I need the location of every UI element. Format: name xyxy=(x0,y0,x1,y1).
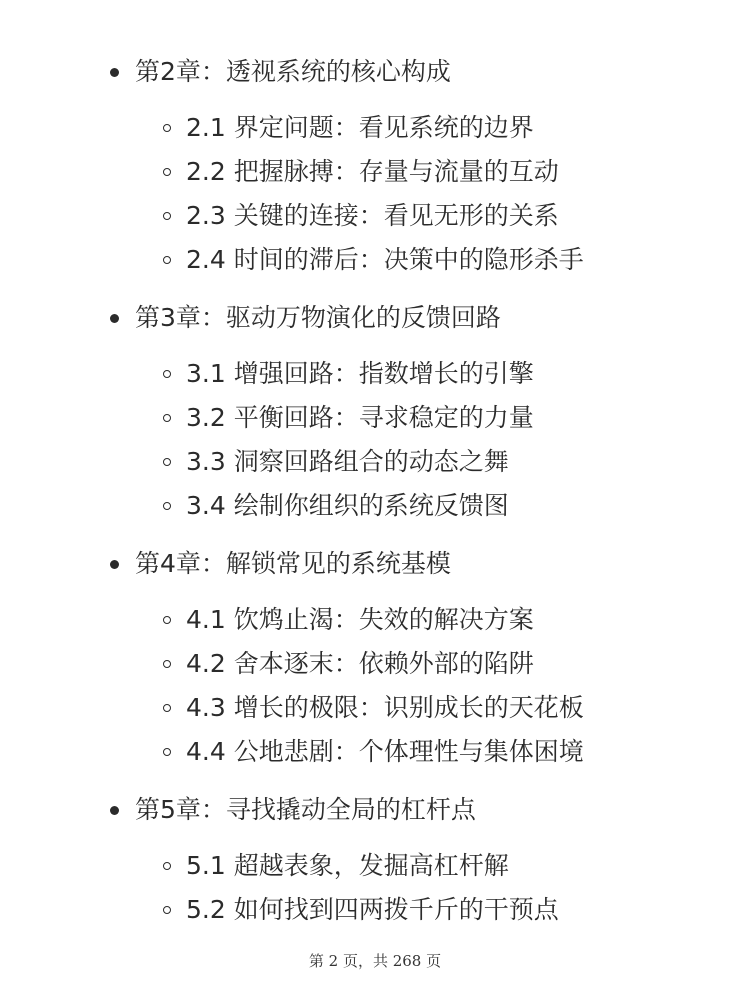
section-title: 5.2 如何找到四两拨千斤的干预点 xyxy=(186,895,559,924)
section-item xyxy=(163,156,559,188)
section-title: 3.3 洞察回路组合的动态之舞 xyxy=(186,447,509,476)
section-title: 4.1 饮鸩止渴：失效的解决方案 xyxy=(186,605,534,634)
section-title: 3.1 增强回路：指数增长的引擎 xyxy=(186,359,534,388)
filled-bullet-icon xyxy=(110,68,119,77)
hollow-bullet-icon xyxy=(163,168,171,176)
hollow-bullet-icon xyxy=(163,370,171,378)
filled-bullet-icon xyxy=(110,806,119,815)
section-item xyxy=(163,244,584,276)
section-item xyxy=(163,850,509,882)
chapter-heading xyxy=(110,548,451,580)
section-item xyxy=(163,200,559,232)
section-item xyxy=(163,894,559,926)
section-title: 4.3 增长的极限：识别成长的天花板 xyxy=(186,693,584,722)
section-item xyxy=(163,358,534,390)
hollow-bullet-icon xyxy=(163,256,171,264)
hollow-bullet-icon xyxy=(163,616,171,624)
hollow-bullet-icon xyxy=(163,748,171,756)
section-title: 2.1 界定问题：看见系统的边界 xyxy=(186,113,534,142)
section-item xyxy=(163,446,509,478)
section-title: 2.2 把握脉搏：存量与流量的互动 xyxy=(186,157,559,186)
hollow-bullet-icon xyxy=(163,502,171,510)
section-item xyxy=(163,736,584,768)
section-item xyxy=(163,692,584,724)
section-item xyxy=(163,604,534,636)
chapter-heading xyxy=(110,302,501,334)
chapter-title: 第3章：驱动万物演化的反馈回路 xyxy=(135,303,501,332)
hollow-bullet-icon xyxy=(163,906,171,914)
section-title: 5.1 超越表象，发掘高杠杆解 xyxy=(186,851,509,880)
hollow-bullet-icon xyxy=(163,704,171,712)
section-item xyxy=(163,402,534,434)
section-item xyxy=(163,648,534,680)
hollow-bullet-icon xyxy=(163,124,171,132)
section-item xyxy=(163,112,534,144)
filled-bullet-icon xyxy=(110,314,119,323)
hollow-bullet-icon xyxy=(163,212,171,220)
chapter-title: 第2章：透视系统的核心构成 xyxy=(135,57,451,86)
chapter-heading xyxy=(110,794,476,826)
chapter-heading xyxy=(110,56,451,88)
hollow-bullet-icon xyxy=(163,458,171,466)
hollow-bullet-icon xyxy=(163,862,171,870)
chapter-title: 第4章：解锁常见的系统基模 xyxy=(135,549,451,578)
section-item xyxy=(163,490,509,522)
section-title: 3.2 平衡回路：寻求稳定的力量 xyxy=(186,403,534,432)
hollow-bullet-icon xyxy=(163,414,171,422)
filled-bullet-icon xyxy=(110,560,119,569)
chapter-title: 第5章：寻找撬动全局的杠杆点 xyxy=(135,795,476,824)
section-title: 4.2 舍本逐末：依赖外部的陷阱 xyxy=(186,649,534,678)
page-footer xyxy=(0,950,750,971)
section-title: 2.3 关键的连接：看见无形的关系 xyxy=(186,201,559,230)
hollow-bullet-icon xyxy=(163,660,171,668)
section-title: 3.4 绘制你组织的系统反馈图 xyxy=(186,491,509,520)
page-number-label: 第 2 页，共 268 页 xyxy=(308,952,442,970)
section-title: 2.4 时间的滞后：决策中的隐形杀手 xyxy=(186,245,584,274)
section-title: 4.4 公地悲剧：个体理性与集体困境 xyxy=(186,737,584,766)
